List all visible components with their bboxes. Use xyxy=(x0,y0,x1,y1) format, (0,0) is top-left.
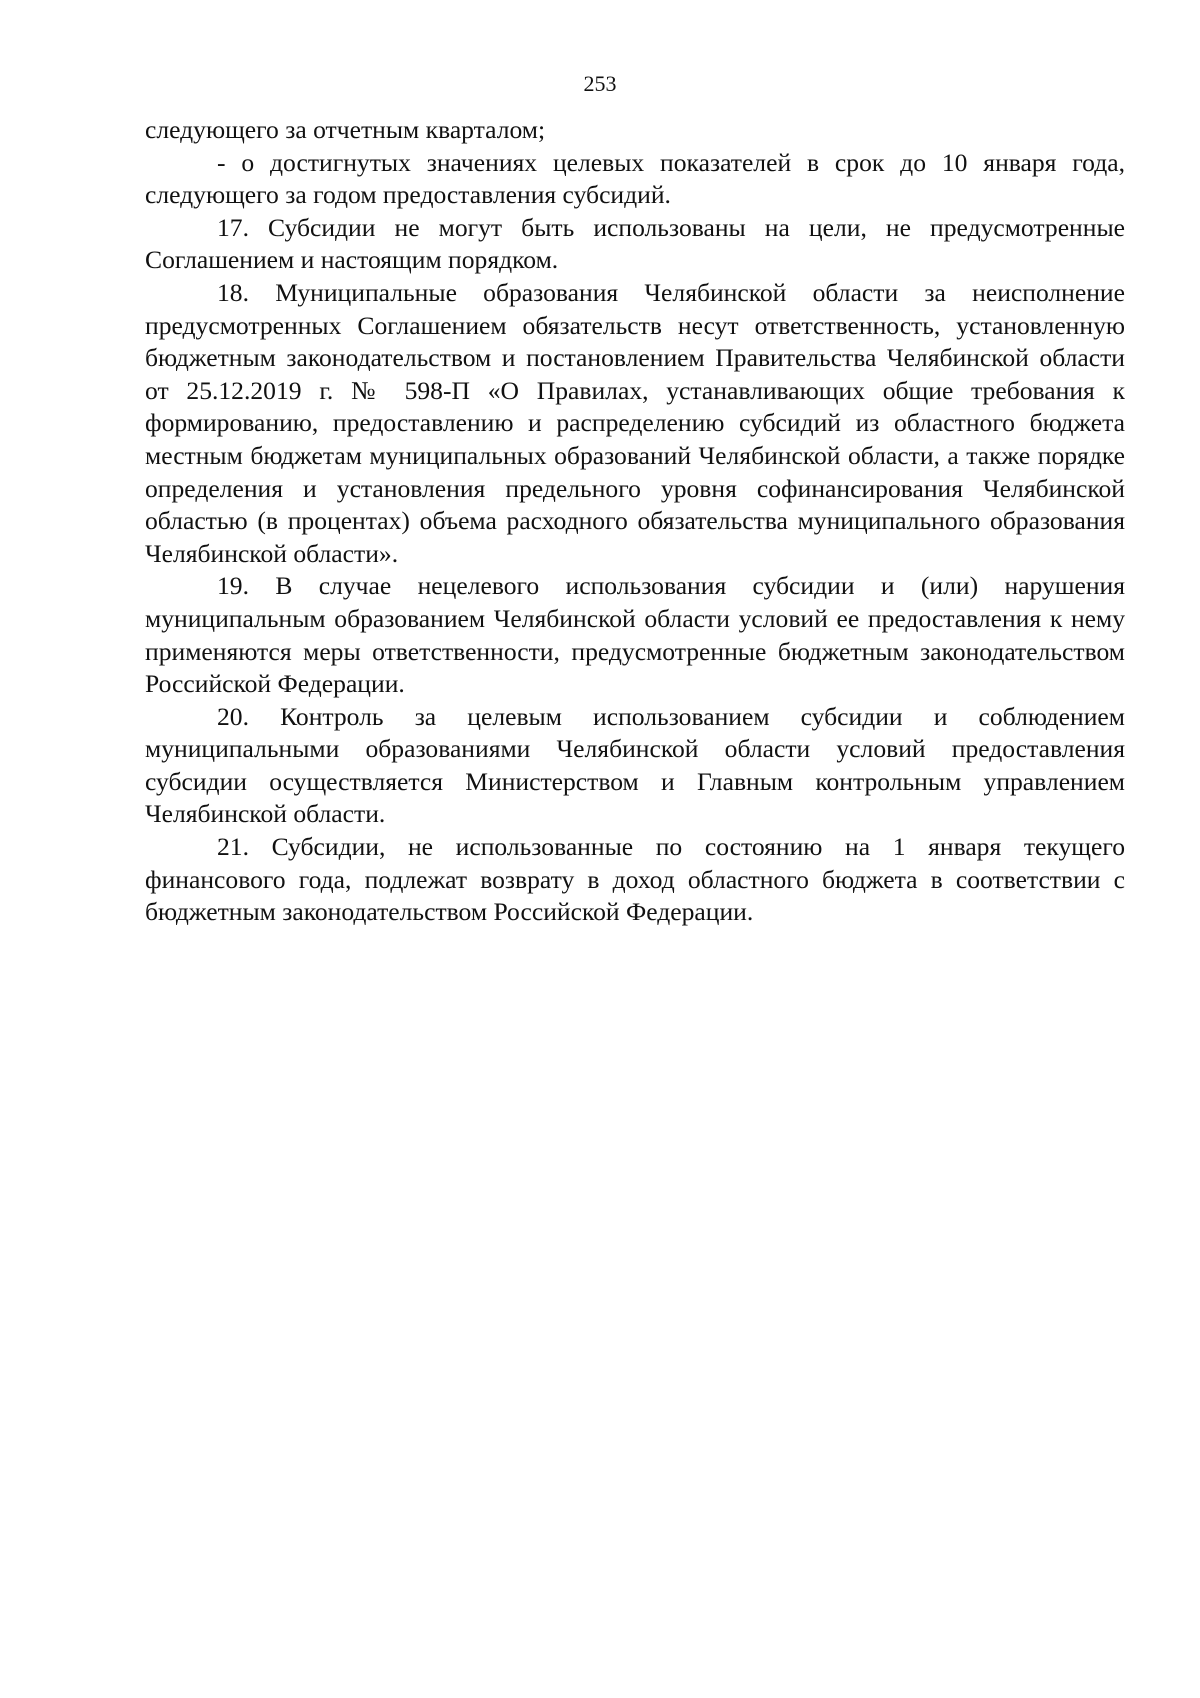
paragraph-18: 18. Муниципальные образования Челябинской области за неисполнение предусмотренных Соглашением обязательств несут ответственность, установленную бюджетным законодательством и постановлением Правительства Челябинской области от 25.12.2019 г. № 598-П «О Правилах, устанавливающих общие требования к формированию, предоставлению и распределению субсидий из областного бюджета местным бюджетам муниципальных образований Челябинской области, а также порядке определения и установления предельного уровня софинансирования Челябинской областью (в процентах) объема расходного обязательства муниципального образования Челябинской области». xyxy=(145,277,1125,568)
document-body xyxy=(145,114,1125,929)
paragraph-19: 19. В случае нецелевого использования субсидии и (или) нарушения муниципальным образованием Челябинской области условий ее предоставления к нему применяются меры ответственности, предусмотренные бюджетным законодательством Российской Федерации. xyxy=(145,571,1125,699)
paragraph-target-indicators: - о достигнутых значениях целевых показателей в срок до 10 января года, следующего за годом предоставления субсидий. xyxy=(145,147,1125,210)
paragraph-20: 20. Контроль за целевым использованием субсидии и соблюдением муниципальными образованиями Челябинской области условий предоставления субсидии осуществляется Министерством и Главным контрольным управлением Челябинской области. xyxy=(145,701,1125,829)
page-number: 253 xyxy=(583,71,617,96)
paragraph-continuation: следующего за отчетным кварталом; xyxy=(145,115,546,144)
paragraph-17: 17. Субсидии не могут быть использованы на цели, не предусмотренные Соглашением и настоящим порядком. xyxy=(145,212,1125,275)
paragraph-21: 21. Субсидии, не использованные по состоянию на 1 января текущего финансового года, подлежат возврату в доход областного бюджета в соответствии с бюджетным законодательством Российской Федерации. xyxy=(145,832,1125,927)
